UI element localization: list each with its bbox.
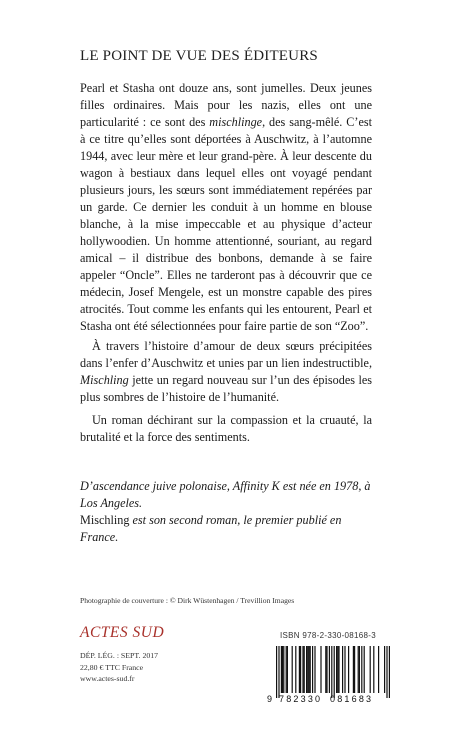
barcode-bar [370,646,371,693]
barcode-bar [344,646,345,693]
barcode-bar [331,646,332,698]
legal-deposit: DÉP. LÉG. : SEPT. 2017 [80,651,159,660]
barcode-right-digits: 081683 [330,694,374,704]
barcode-bar [342,646,343,693]
barcode-bar [326,646,327,693]
barcode-bar [281,646,282,693]
barcode-bar [320,646,321,693]
barcode-bar [378,646,379,693]
photo-credit: Photographie de couverture : © Dirk Wüstenhagen / Trevillion Images [80,596,295,605]
barcode-bar [302,646,303,693]
author-bio-text: D’ascendance juive polonaise, Affinity K est née en 1978, à Los Angeles. [80,479,371,510]
author-bio [80,478,380,512]
synopsis-text: jette un regard nouveau sur l’un des épisodes les plus sombres de l’histoire de l’humanité. [80,373,372,404]
barcode-bar [336,646,337,693]
barcode-graphic [264,644,394,704]
author-book-note [80,512,380,546]
barcode-bar [337,646,338,693]
barcode-bar [276,646,277,698]
isbn-number: ISBN 978-2-330-08168-3 [280,631,376,640]
barcode-bar [329,646,330,693]
legal-info [80,650,158,685]
synopsis-text: À travers l’histoire d’amour de deux sœurs précipitées dans l’enfer d’Auschwitz et unies par un lien indestructible, [80,339,372,370]
synopsis-italic-term: mischlinge [209,115,263,129]
barcode-bar [384,646,385,693]
publisher-website: www.actes-sud.fr [80,674,135,683]
barcode-bar [292,646,293,693]
barcode-bar [373,646,374,693]
barcode-bar [306,646,307,693]
synopsis [80,80,372,446]
barcode-bar [314,646,315,693]
barcode-bar [295,646,296,693]
barcode-bar [338,646,339,693]
section-heading: LE POINT DE VUE DES ÉDITEURS [80,48,318,64]
barcode-bar [358,646,359,693]
barcode-bar [386,646,387,698]
price: 22,80 € TTC France [80,662,144,672]
barcode-bar [307,646,308,693]
barcode-bars [276,646,390,698]
synopsis-text: , des sang-mêlé. C’est à ce titre qu’elles sont déportées à Auschwitz, à l’automne 1944, avec leur mère et leur grand-père. À leur descente du wagon à bestiaux dans lequel elles ont voyagé pendant plusieurs jours, les sœurs sont immédiatement repérées par un garde. Ce dernier les conduit à un homme en blouse blanche, à la mise impeccable et au physique d’acteur hollywoodien. Un homme attentionné, souriant, au regard amical – il distribue des bonbons, demande à se faire appeler “Oncle”. Elles ne tarderont pas à découvrir que ce médecin, Josef Mengele, est un monstre capable des pires atrocités. Tout comme les enfants qui les entourent, Pearl et Stasha ont été sélectionnées pour faire partie de son “Zoo”. [80,115,372,333]
author-note [80,478,380,546]
publisher-logo: ACTES SUD [80,624,165,641]
barcode-bar [300,646,301,693]
barcode-bar [304,646,305,693]
barcode-lead-digit: 9 [267,694,273,704]
barcode [264,644,394,704]
barcode-bar [359,646,360,693]
synopsis-italic-title: Mischling [80,373,129,387]
barcode-bar [287,646,288,693]
barcode-bar [310,646,311,693]
author-book-note-text: est son second roman, le premier publié en France. [80,513,342,544]
barcode-left-digits: 782330 [279,694,323,704]
barcode-bar [325,646,326,693]
synopsis-text: Pearl et Stasha ont douze ans, sont jumelles. Deux jeunes filles ordinaires. Mais pour les nazis, elles ont une particularité : ce sont des [80,81,372,129]
barcode-bar [299,646,300,693]
synopsis-paragraph-3: Un roman déchirant sur la compassion et la cruauté, la brutalité et la force des sentiments. [80,413,372,444]
book-title: Mischling [80,513,130,527]
barcode-bar [312,646,313,693]
barcode-bar [364,646,365,693]
barcode-bar [308,646,309,693]
barcode-bar [353,646,354,693]
barcode-bar [354,646,355,693]
barcode-bar [334,646,335,698]
barcode-bar [361,646,362,693]
synopsis-paragraph-1 [80,80,372,335]
barcode-bar [348,646,349,693]
barcode-bar [283,646,284,693]
barcode-bar [389,646,390,698]
barcode-bar [282,646,283,693]
synopsis-paragraph-2 [80,338,372,406]
barcode-bar [286,646,287,693]
barcode-bar [278,646,279,698]
